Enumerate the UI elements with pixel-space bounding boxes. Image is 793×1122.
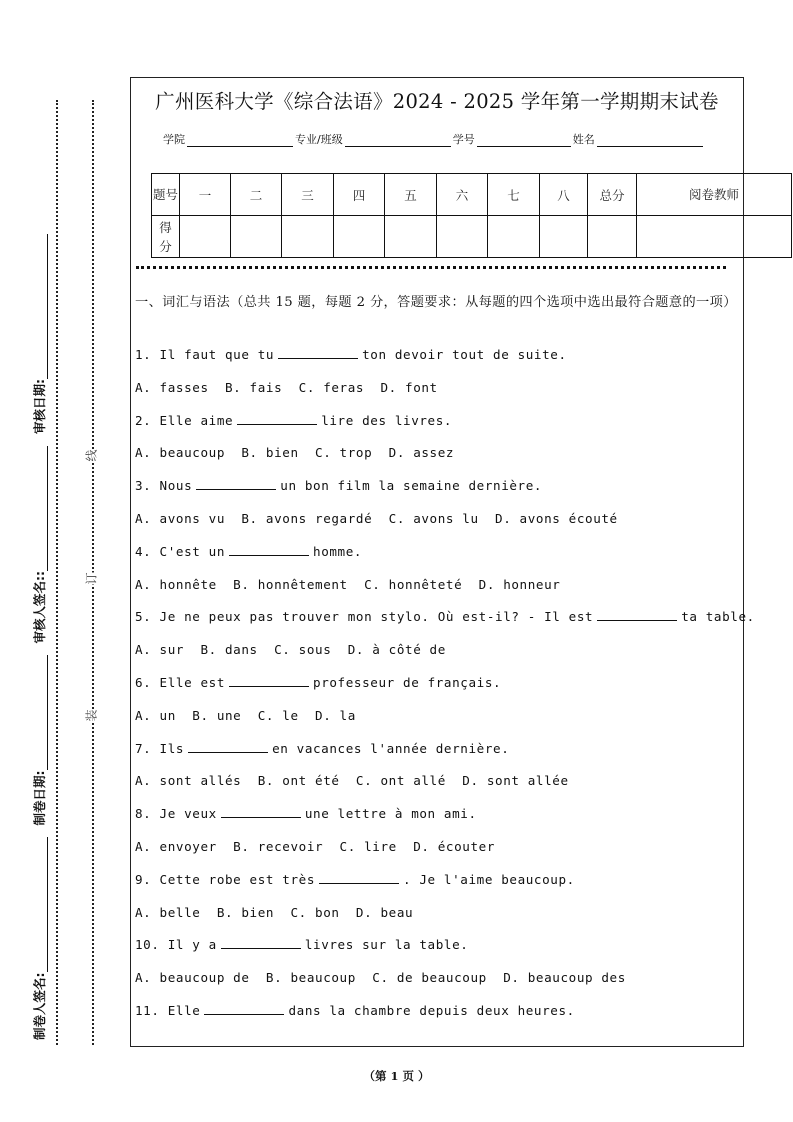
- question-text: 9. Cette robe est très: [135, 871, 316, 887]
- options-7: A. sont allés B. ont été C. ont allé D. sont allée: [135, 773, 569, 789]
- reviewer-signature-field[interactable]: [33, 446, 48, 571]
- question-text: 3. Nous: [135, 478, 193, 494]
- student-id-label: 学号: [452, 133, 475, 146]
- score-table-header-row: [152, 174, 792, 216]
- binding-dotted-line-outer: [56, 100, 58, 1045]
- answer-blank[interactable]: [188, 741, 268, 753]
- options-1: A. fasses B. fais C. feras D. font: [135, 379, 438, 395]
- col-total: 总分: [588, 174, 637, 216]
- binding-char-zhuang: 装: [84, 709, 99, 722]
- answer-blank[interactable]: [204, 1003, 284, 1015]
- options-3: A. avons vu B. avons regardé C. avons lu D. avons écouté: [135, 511, 618, 526]
- question-2: [135, 413, 452, 428]
- col-5: 五: [385, 174, 437, 216]
- question-text: 2. Elle aime: [135, 412, 234, 428]
- score-cell[interactable]: [334, 216, 385, 258]
- answer-blank[interactable]: [597, 609, 677, 621]
- name-field[interactable]: [597, 134, 703, 147]
- separator-dotted-line: [136, 266, 726, 269]
- options-5: A. sur B. dans C. sous D. à côté de: [135, 642, 446, 658]
- exam-title: 广州医科大学《综合法语》2024 - 2025 学年第一学期期末试卷: [155, 90, 719, 113]
- question-8: [135, 806, 477, 821]
- score-cell[interactable]: [282, 216, 334, 258]
- options-6: A. un B. une C. le D. la: [135, 707, 356, 723]
- col-1: 一: [180, 174, 231, 216]
- question-text: 8. Je veux: [135, 806, 217, 822]
- score-cell[interactable]: [637, 216, 792, 258]
- major-class-field[interactable]: [345, 134, 451, 147]
- score-cell[interactable]: [231, 216, 282, 258]
- header-label: 题号: [152, 174, 180, 216]
- score-cell[interactable]: [488, 216, 540, 258]
- answer-blank[interactable]: [319, 872, 399, 884]
- question-text: 4. C'est un: [135, 543, 226, 559]
- question-1: [135, 347, 567, 362]
- section-heading: 一、词汇与语法（总共 15 题，每题 2 分，答题要求：从每题的四个选项中选出最符合题意的一项）: [135, 295, 737, 310]
- question-text-after: lire des livres.: [321, 412, 453, 428]
- question-11: [135, 1003, 575, 1018]
- binding-char-xian: 线: [84, 449, 99, 462]
- page-number: （第 1 页 ）: [363, 1069, 430, 1083]
- reviewer-signature-label: 审核人签名::: [32, 571, 47, 644]
- score-cell[interactable]: [180, 216, 231, 258]
- score-cell[interactable]: [437, 216, 488, 258]
- question-text: 5. Je ne peux pas trouver mon stylo. Où est-il? - Il est: [135, 609, 594, 625]
- question-text-after: ta table.: [681, 609, 755, 625]
- question-text-after: ton devoir tout de suite.: [362, 347, 567, 362]
- maker-date-label: 制卷日期:: [32, 770, 47, 826]
- question-text-after: dans la chambre depuis deux heures.: [288, 1003, 575, 1018]
- side-signature-strip: [28, 150, 48, 1050]
- answer-blank[interactable]: [229, 675, 309, 687]
- score-cell[interactable]: [588, 216, 637, 258]
- options-10: A. beaucoup de B. beaucoup C. de beaucoup D. beaucoup des: [135, 970, 626, 986]
- answer-blank[interactable]: [237, 413, 317, 425]
- answer-blank[interactable]: [278, 347, 358, 359]
- maker-date-field[interactable]: [33, 656, 48, 771]
- question-text-after: livres sur la table.: [304, 937, 469, 953]
- options-8: A. envoyer B. recevoir C. lire D. écouter: [135, 839, 496, 854]
- college-field[interactable]: [187, 134, 293, 147]
- answer-blank[interactable]: [221, 806, 301, 818]
- row-label: 得分: [152, 216, 180, 258]
- college-label: 学院: [163, 133, 185, 146]
- major-class-label: 专业/班级: [295, 133, 343, 146]
- question-text: 10. Il y a: [135, 937, 217, 953]
- question-6: [135, 675, 501, 690]
- score-cell[interactable]: [540, 216, 588, 258]
- question-text-after: homme.: [313, 543, 363, 559]
- question-text: 6. Elle est: [135, 675, 226, 690]
- col-3: 三: [282, 174, 334, 216]
- question-10: [135, 937, 468, 952]
- review-date-label: 审核日期:: [32, 379, 47, 434]
- question-text-after: une lettre à mon ami.: [304, 806, 477, 822]
- binding-char-ding: 订: [84, 572, 99, 585]
- col-2: 二: [231, 174, 282, 216]
- options-9: A. belle B. bien C. bon D. beau: [135, 904, 414, 920]
- col-4: 四: [334, 174, 385, 216]
- question-5: [135, 609, 755, 624]
- review-date-field[interactable]: [33, 234, 48, 379]
- options-4: A. honnête B. honnêtement C. honnêteté D. honneur: [135, 576, 561, 592]
- col-7: 七: [488, 174, 540, 216]
- student-id-field[interactable]: [477, 134, 571, 147]
- question-text: 7. Ils: [135, 740, 185, 756]
- score-cell[interactable]: [385, 216, 437, 258]
- score-table: [151, 173, 792, 258]
- maker-signature-label: 制卷人签名:: [32, 972, 47, 1040]
- question-text-after: un bon film la semaine dernière.: [280, 478, 543, 494]
- score-table-score-row: [152, 216, 792, 258]
- question-4: [135, 544, 362, 559]
- question-text-after: . Je l'aime beaucoup.: [403, 871, 575, 887]
- col-grader: 阅卷教师: [637, 174, 792, 216]
- question-9: [135, 872, 575, 887]
- col-8: 八: [540, 174, 588, 216]
- answer-blank[interactable]: [229, 544, 309, 556]
- question-text: 11. Elle: [135, 1003, 201, 1018]
- student-info-line: [163, 131, 705, 147]
- question-text-after: professeur de français.: [313, 675, 502, 690]
- options-2: A. beaucoup B. bien C. trop D. assez: [135, 445, 455, 461]
- question-text-after: en vacances l'année dernière.: [272, 740, 510, 756]
- col-6: 六: [437, 174, 488, 216]
- answer-blank[interactable]: [221, 937, 301, 949]
- maker-signature-field[interactable]: [33, 838, 48, 973]
- answer-blank[interactable]: [196, 478, 276, 490]
- question-text: 1. Il faut que tu: [135, 347, 275, 362]
- question-3: [135, 478, 542, 493]
- question-7: [135, 741, 509, 756]
- name-label: 姓名: [572, 133, 595, 146]
